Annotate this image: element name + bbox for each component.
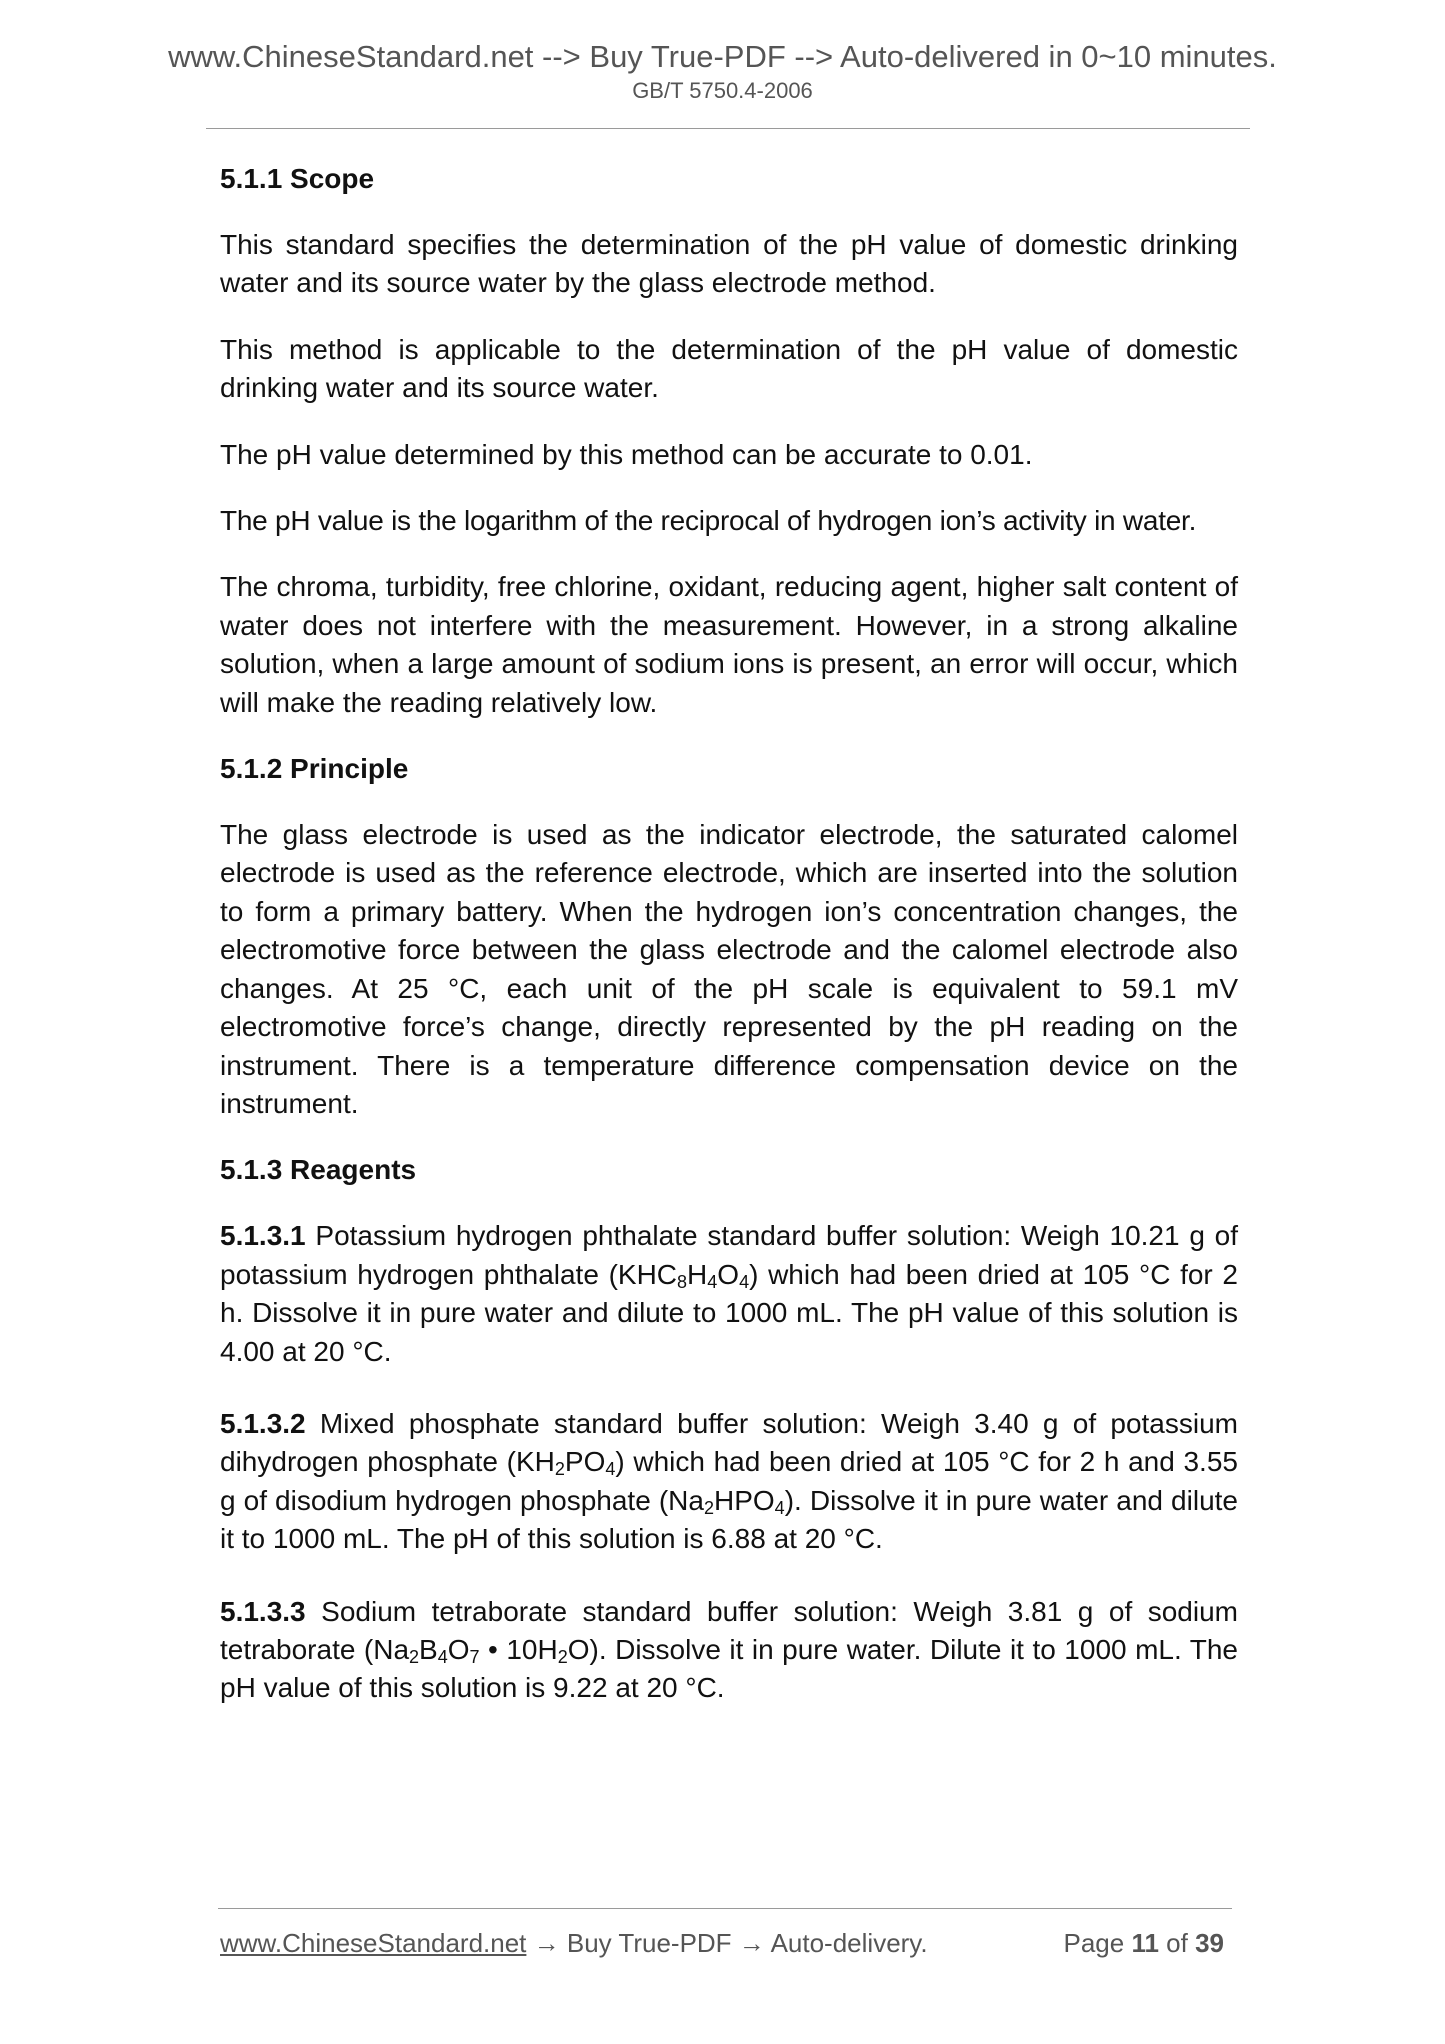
paragraph: The pH value determined by this method can be accurate to 0.01.: [220, 438, 1033, 470]
page-total: 39: [1195, 1928, 1224, 1958]
footer-site-link[interactable]: www.ChineseStandard.net: [220, 1928, 527, 1958]
page-footer: [220, 1926, 1232, 1960]
clause-number: 5.1.3.1: [220, 1220, 306, 1252]
page-current: 11: [1131, 1928, 1159, 1958]
page-header: [0, 38, 1445, 106]
paragraph: The chroma, turbidity, free chlorine, oxidant, reducing agent, higher salt content of water does not interfere with the measurement. However, in a strong alkaline solution, when a large amount of sodium ions is present, an error will occur, which will make the reading relatively low.: [220, 571, 1238, 718]
reagent-paragraph: 5.1.3.1 Potassium hydrogen phthalate standard buffer solution: Weigh 10.21 g of potassium hydrogen phthalate $(KHC_8H_4O_4)$ which had been dried at 105 °C for 2 h. Dissolve it in pure water and dilute to 1000 mL. The pH value of this solution is 4.00 at 20 °C.: [220, 1220, 1238, 1367]
page-indicator: Page 11 of 39: [1063, 1928, 1224, 1958]
reagent-paragraph: 5.1.3.3 Sodium tetraborate standard buffer solution: Weigh 3.81 g of sodium tetraborate ($Na_2B_4O_7$ • $10H_2O$). Dissolve it in pure water. Dilute it to 1000 mL. The pH value of this solution is 9.22 at 20 °C.: [220, 1595, 1238, 1704]
paragraph: The glass electrode is used as the indicator electrode, the saturated calomel electrode is used as the reference electrode, which are inserted into the solution to form a primary battery. When the hydrogen ion’s concentration changes, the electromotive force between the glass electrode and the calomel electrode also changes. At 25 °C, each unit of the pH scale is equivalent to 59.1 mV electromotive force’s change, directly represented by the pH reading on the instrument. There is a temperature difference compensation device on the instrument.: [220, 819, 1238, 1119]
section-heading-reagents: 5.1.3 Reagents: [220, 1154, 417, 1186]
document-body: [220, 160, 1238, 1736]
paragraph: This method is applicable to the determination of the pH value of domestic drinking water and its source water.: [220, 333, 1238, 404]
paragraph: The pH value is the logarithm of the reciprocal of hydrogen ion’s activity in water.: [220, 505, 1197, 537]
reagent-paragraph: 5.1.3.2 Mixed phosphate standard buffer solution: Weigh 3.40 g of potassium dihydrogen phosphate $(KH_2PO_4)$ which had been dried at 105 °C for 2 h and 3.55 g of disodium hydrogen phosphate $(Na_2HPO_4)$. Dissolve it in pure water and dilute it to 1000 mL. The pH of this solution is 6.88 at 20 °C.: [220, 1407, 1238, 1555]
clause-number: 5.1.3.2: [220, 1407, 306, 1439]
section-heading-principle: 5.1.2 Principle: [220, 753, 409, 785]
header-divider: [206, 128, 1250, 129]
clause-number: 5.1.3.3: [220, 1595, 306, 1627]
header-banner[interactable]: www.ChineseStandard.net --> Buy True-PDF --> Auto-delivered in 0~10 minutes.: [168, 39, 1277, 74]
paragraph: This standard specifies the determination of the pH value of domestic drinking water and its source water by the glass electrode method.: [220, 229, 1238, 299]
footer-divider: [218, 1908, 1232, 1909]
document-number: GB/T 5750.4-2006: [632, 78, 813, 103]
section-heading-scope: 5.1.1 Scope: [220, 163, 375, 194]
footer-tagline: → Buy True-PDF → Auto-delivery.: [526, 1928, 928, 1958]
